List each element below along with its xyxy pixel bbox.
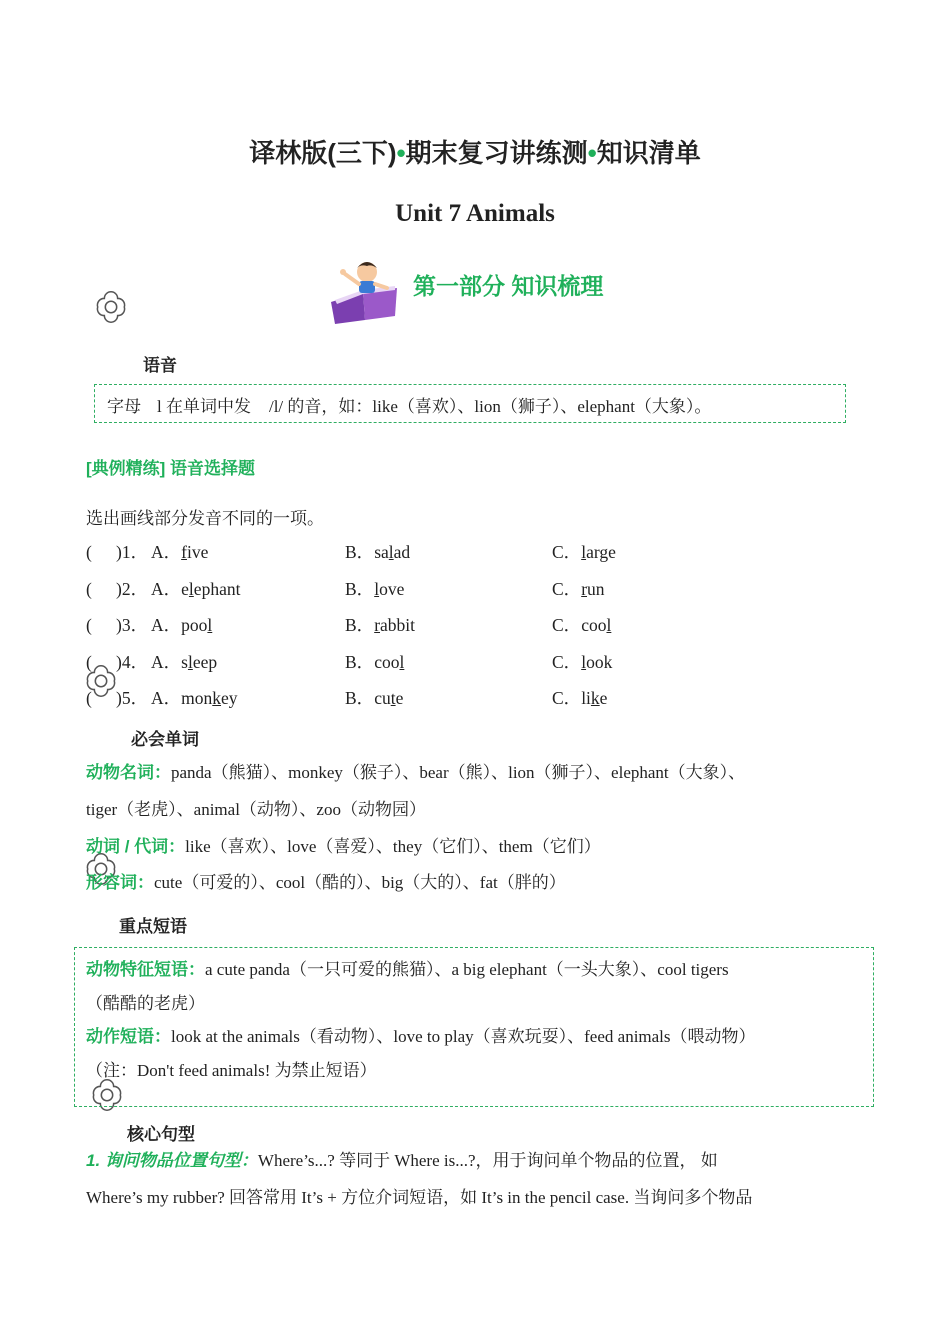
option-c: C．cool xyxy=(552,615,612,635)
option-b: B．cute xyxy=(345,688,404,708)
nouns-line: 动物名词：panda（熊猫）、monkey（猴子）、bear（熊）、lion（狮子）、elephant（大象）、 xyxy=(86,763,746,782)
question-row: ( )1． A．five B．salad C．large xyxy=(86,539,152,564)
practice-instruction: 选出画线部分发音不同的一项。 xyxy=(86,509,324,528)
option-c: C．large xyxy=(552,542,616,562)
reading-boy-icon xyxy=(325,258,407,324)
verbs-line: 动词 / 代词：like（喜欢）、love（喜爱）、they（它们）、them（它们） xyxy=(86,837,601,856)
phonics-rule: 字母 l 在单词中发 /l/ 的音，如：like（喜欢）、lion（狮子）、elephant（大象）。 xyxy=(107,397,712,416)
answer-blank[interactable]: ( xyxy=(86,542,92,562)
answer-blank[interactable]: ( xyxy=(86,615,92,635)
adj-line: 形容词：cute（可爱的）、cool（酷的）、big（大的）、fat（胖的） xyxy=(86,873,566,892)
option-c: C．run xyxy=(552,579,605,599)
feature-line: 动物特征短语：a cute panda（一只可爱的熊猫）、a big elephant（一头大象）、cool tigers xyxy=(86,960,729,979)
page-title: 译林版(三下)•期末复习讲练测•知识清单 xyxy=(249,138,701,168)
answer-blank[interactable]: ( xyxy=(86,579,92,599)
unit-title: Unit 7 Animals xyxy=(395,200,555,227)
option-a: A．five xyxy=(151,542,209,562)
question-row: ( )5． A．monkey B．cute C．like xyxy=(86,685,152,710)
feature-line-2: （酷酷的老虎） xyxy=(86,994,205,1013)
practice-heading: [典例精练] 语音选择题 xyxy=(86,459,256,478)
part-title: 第一部分 知识梳理 xyxy=(413,273,604,299)
flower-icon xyxy=(92,288,130,326)
nouns-line-2: tiger（老虎）、animal（动物）、zoo（动物园） xyxy=(86,800,426,819)
sentence-item-1-line-2: Where’s my rubber? 回答常用 It’s + 方位介词短语，如 It’s in the pencil case. 当询问多个物品 xyxy=(86,1188,753,1207)
question-row: ( )3． A．pool B．rabbit C．cool xyxy=(86,612,152,637)
option-b: B．cool xyxy=(345,652,405,672)
answer-blank[interactable]: ( xyxy=(86,688,92,708)
phrases-label: 重点短语 xyxy=(119,917,187,936)
sentences-label: 核心句型 xyxy=(127,1125,195,1144)
option-b: B．love xyxy=(345,579,405,599)
option-a: A．elephant xyxy=(151,579,241,599)
question-row: ( )2． A．elephant B．love C．run xyxy=(86,576,152,601)
sentence-item-1: 1. 询问物品位置句型：Where’s...? 等同于 Where is...?，用于询问单个物品的位置， 如 xyxy=(86,1151,718,1170)
action-line-2: （注：Don't feed animals! 为禁止短语） xyxy=(86,1061,377,1080)
option-c: C．look xyxy=(552,652,613,672)
option-a: A．sleep xyxy=(151,652,218,672)
vocab-label: 必会单词 xyxy=(131,730,199,749)
option-b: B．salad xyxy=(345,542,411,562)
option-a: A．pool xyxy=(151,615,213,635)
action-line: 动作短语：look at the animals（看动物）、love to play（喜欢玩耍）、feed animals（喂动物） xyxy=(86,1027,756,1046)
option-b: B．rabbit xyxy=(345,615,416,635)
answer-blank[interactable]: ( xyxy=(86,652,92,672)
option-a: A．monkey xyxy=(151,688,238,708)
option-c: C．like xyxy=(552,688,608,708)
question-row: ( )4． A．sleep B．cool C．look xyxy=(86,649,152,674)
phonics-label: 语音 xyxy=(143,356,177,375)
